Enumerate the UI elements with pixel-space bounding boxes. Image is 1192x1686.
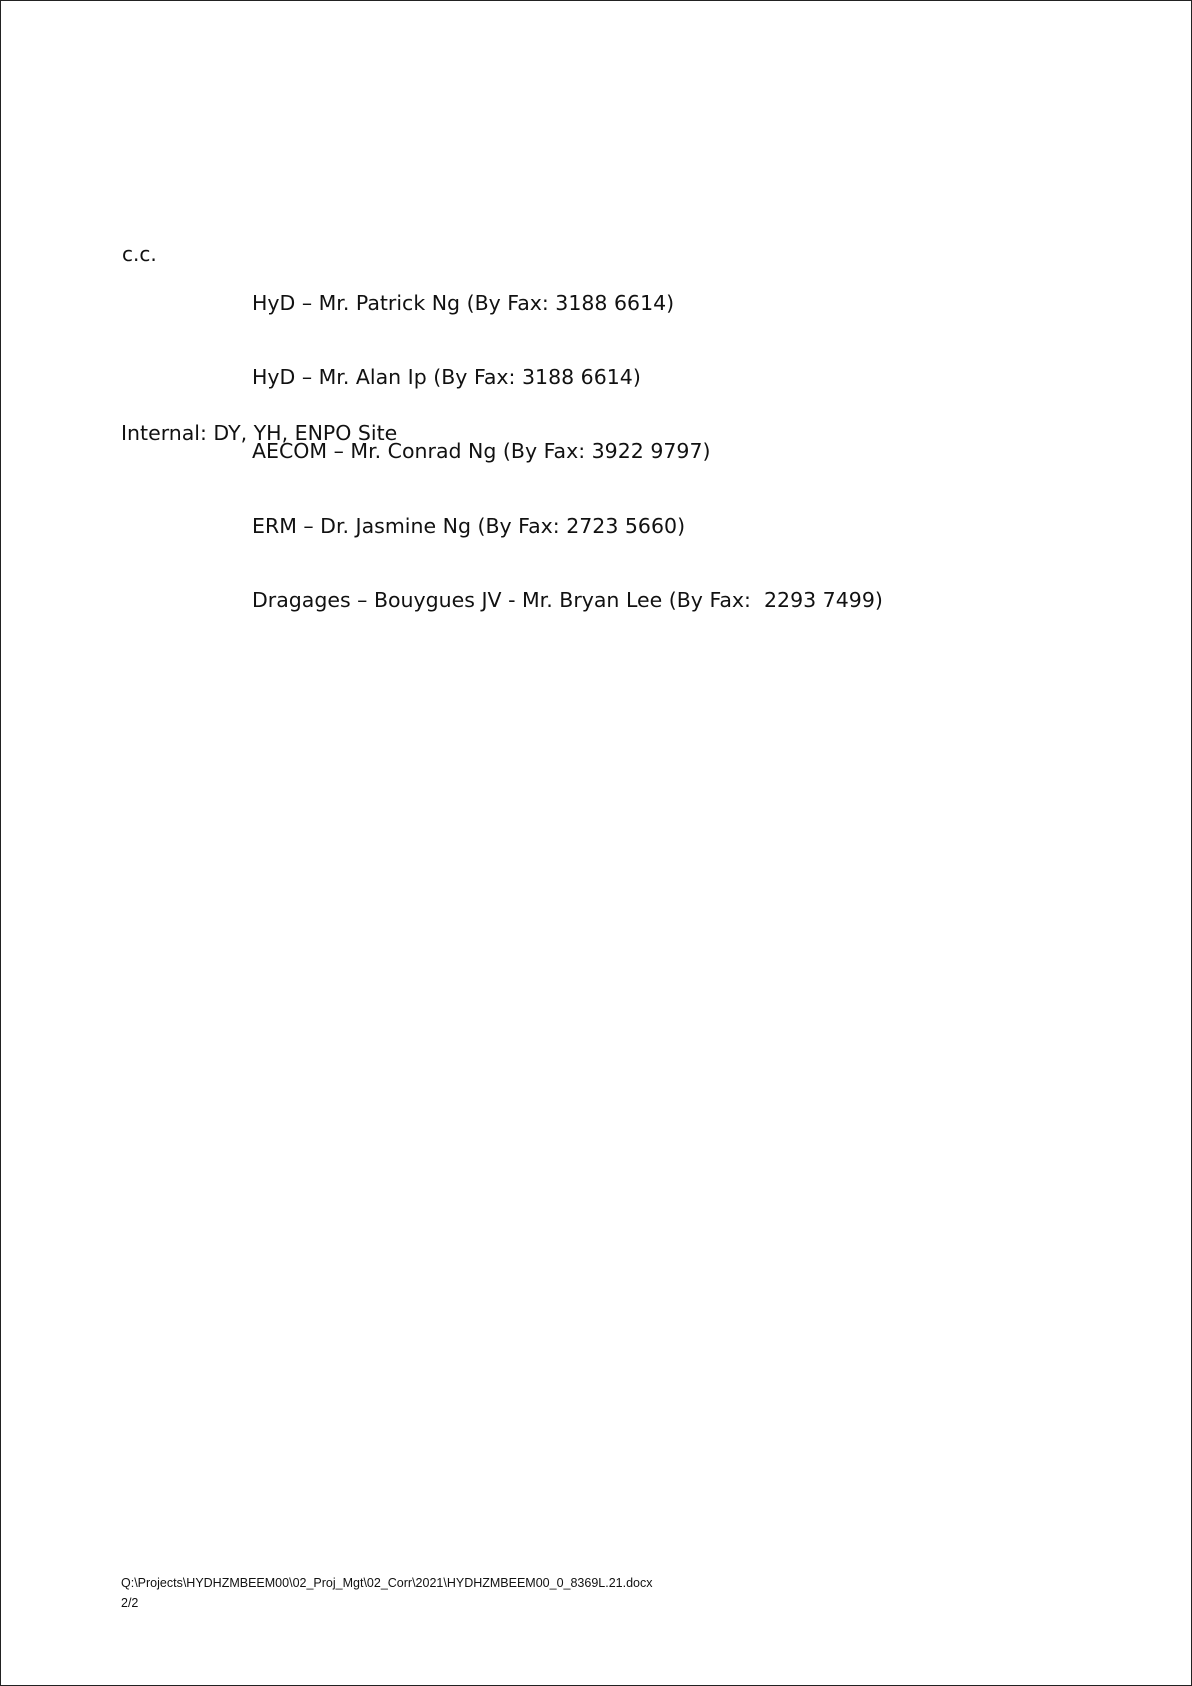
cc-recipient: AECOM – Mr. Conrad Ng (By Fax: 3922 9797) [252, 439, 711, 464]
cc-recipient: ERM – Dr. Jasmine Ng (By Fax: 2723 5660) [252, 513, 686, 538]
cc-label: c.c. [122, 242, 157, 266]
footer-page-number: 2/2 [121, 1596, 139, 1610]
internal-distribution: Internal: DY, YH, ENPO Site [121, 421, 398, 445]
cc-recipient: Dragages – Bouygues JV - Mr. Bryan Lee (By Fax: 2293 7499) [252, 588, 883, 613]
cc-recipient: HyD – Mr. Patrick Ng (By Fax: 3188 6614) [252, 290, 675, 315]
cc-recipient: HyD – Mr. Alan Ip (By Fax: 3188 6614) [252, 364, 641, 389]
cc-recipient-list [252, 241, 883, 663]
footer-file-path: Q:\Projects\HYDHZMBEEM00\02_Proj_Mgt\02_Corr\2021\HYDHZMBEEM00_0_8369L.21.docx [121, 1576, 653, 1590]
